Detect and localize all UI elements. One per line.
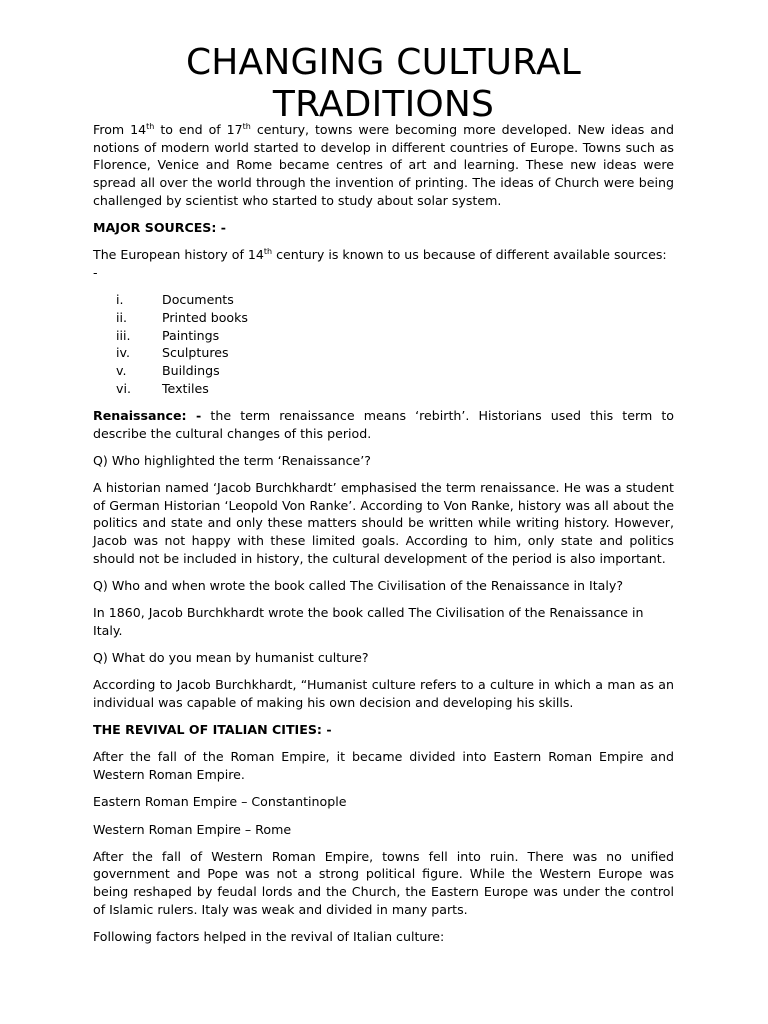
list-item: iv. Sculptures	[116, 345, 229, 361]
intro-paragraph: From 14th to end of 17th century, towns were becoming more developed. New ideas and notions of modern world started to develop in different countries of Europe. Towns such as Florence, Venice and Rome became centres of art and learning. These new ideas were spread all over the world through the invention of printing. The ideas of Church were being challenged by scientist who started to study about solar system.	[93, 122, 675, 208]
list-item: i. Documents	[116, 292, 234, 308]
renaissance-definition: Renaissance: - the term renaissance means ‘rebirth’. Historians used this term to describe the cultural changes of this period.	[93, 407, 674, 441]
revival-heading: THE REVIVAL OF ITALIAN CITIES: -	[93, 722, 332, 738]
document-body	[93, 121, 674, 955]
title-line-1: CHANGING CULTURAL	[185, 42, 582, 83]
sources-intro: The European history of 14th century is known to us because of different available sources: -	[93, 247, 667, 280]
sources-list	[93, 291, 674, 397]
revival-paragraph-2: After the fall of Western Roman Empire, towns fell into ruin. There was no unified government and Pope was not a strong political figure. While the Western Europe was being reshaped by feudal lords and the Church, the Eastern Europe was under the control of Islamic rulers. Italy was weak and divided in many parts.	[93, 848, 674, 917]
western-empire-line: Western Roman Empire – Rome	[93, 821, 292, 837]
list-item: v. Buildings	[116, 362, 220, 378]
answer-3: According to Jacob Burchkhardt, “Humanist culture refers to a culture in which a man as an individual was capable of making his own decision and developing his skills.	[93, 677, 674, 710]
revival-paragraph-1: After the fall of the Roman Empire, it became divided into Eastern Roman Empire and Western Roman Empire.	[93, 749, 674, 783]
list-item: iii. Paintings	[116, 327, 220, 343]
list-item: ii. Printed books	[116, 309, 248, 325]
answer-1: A historian named ‘Jacob Burchkhardt’ emphasised the term renaissance. He was a student of German Historian ‘Leopold Von Ranke’. According to Von Ranke, history was all about the politics and state and only these matters should be written while writing history. However, Jacob was not happy with these limited goals. According to him, only state and politics should not be included in history, the cultural development of the period is also important.	[93, 479, 674, 566]
answer-2: In 1860, Jacob Burchkhardt wrote the book called The Civilisation of the Renaissance in Italy.	[93, 605, 644, 638]
question-2: Q) Who and when wrote the book called The Civilisation of the Renaissance in Italy?	[93, 577, 624, 593]
title-line-2: TRADITIONS	[272, 84, 495, 125]
question-1: Q) Who highlighted the term ‘Renaissance’?	[93, 452, 371, 468]
list-item: vi. Textiles	[116, 380, 209, 396]
question-3: Q) What do you mean by humanist culture?	[93, 650, 369, 666]
eastern-empire-line: Eastern Roman Empire – Constantinople	[93, 794, 347, 810]
page-title	[93, 42, 674, 126]
factors-line: Following factors helped in the revival of Italian culture:	[93, 929, 445, 945]
major-sources-heading: MAJOR SOURCES: -	[93, 220, 227, 236]
